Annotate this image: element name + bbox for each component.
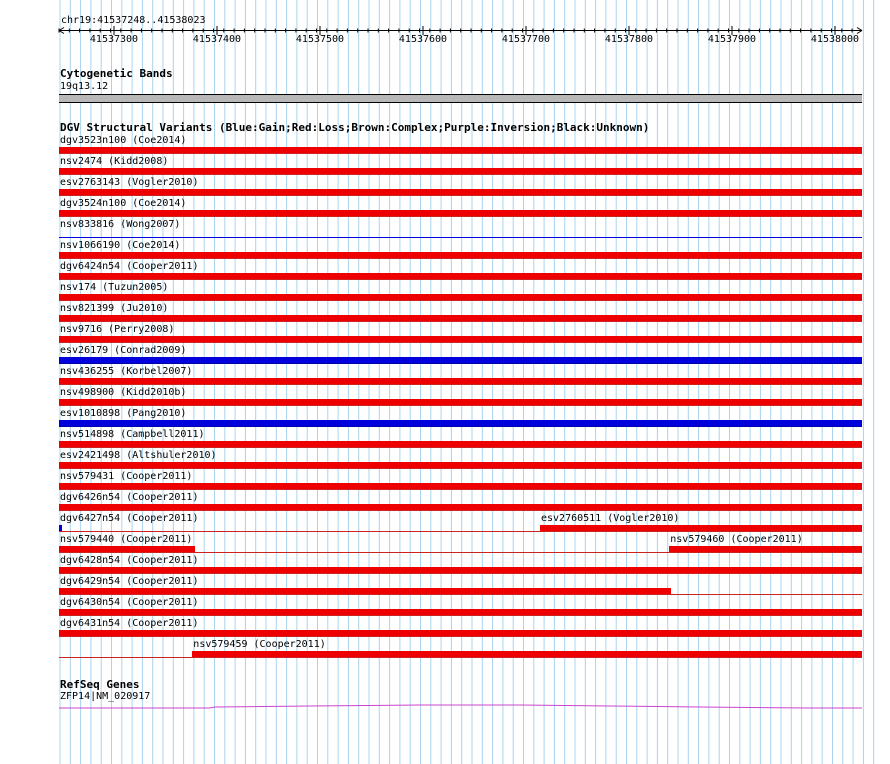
variant-bar[interactable] — [59, 168, 862, 174]
cytoband-label: 19q13.12 — [60, 81, 109, 92]
variant-bar[interactable] — [59, 210, 862, 216]
refseq-track-header[interactable]: RefSeq Genes — [60, 678, 140, 691]
row-separator — [59, 363, 862, 364]
variant-label[interactable]: esv2760511 (Vogler2010) — [540, 513, 680, 524]
variant-bar[interactable] — [192, 651, 862, 657]
variant-label[interactable]: nsv833816 (Wong2007) — [60, 219, 181, 230]
row-separator — [59, 594, 862, 595]
row-separator — [59, 342, 862, 343]
row-separator — [59, 657, 862, 658]
variant-label[interactable]: nsv579440 (Cooper2011) — [60, 534, 193, 545]
ruler-tick-label: 41537500 — [295, 34, 345, 45]
variant-label[interactable]: nsv9716 (Perry2008) — [60, 324, 175, 335]
refseq-gene-line[interactable] — [0, 700, 890, 712]
variant-label[interactable]: esv2763143 (Vogler2010) — [60, 177, 199, 188]
variant-label[interactable]: nsv436255 (Korbel2007) — [60, 366, 193, 377]
variant-bar[interactable] — [59, 525, 62, 531]
row-separator — [59, 384, 862, 385]
row-separator — [59, 447, 862, 448]
variant-label[interactable]: dgv6430n54 (Cooper2011) — [60, 597, 199, 608]
variant-label[interactable]: esv2421498 (Altshuler2010) — [60, 450, 217, 461]
row-separator — [59, 258, 862, 259]
variant-label[interactable]: nsv498900 (Kidd2010b) — [60, 387, 187, 398]
variant-label[interactable]: dgv6428n54 (Cooper2011) — [60, 555, 199, 566]
row-separator — [59, 552, 862, 553]
variant-bar[interactable] — [59, 273, 862, 279]
row-separator — [59, 573, 862, 574]
variant-bar[interactable] — [59, 441, 862, 447]
variant-bar[interactable] — [59, 336, 862, 342]
variant-bar[interactable] — [59, 399, 862, 405]
variant-label[interactable]: dgv6431n54 (Cooper2011) — [60, 618, 199, 629]
ruler-title: chr19:41537248..41538023 — [61, 15, 206, 26]
row-separator — [59, 300, 862, 301]
row-separator — [59, 615, 862, 616]
dgv-track-header[interactable]: DGV Structural Variants (Blue:Gain;Red:Loss;Brown:Complex;Purple:Inversion;Black:Unknown) — [60, 121, 650, 134]
variant-bar[interactable] — [59, 189, 862, 195]
variant-bar[interactable] — [59, 567, 862, 573]
variant-label[interactable]: dgv6426n54 (Cooper2011) — [60, 492, 199, 503]
ruler[interactable] — [0, 0, 890, 60]
ruler-tick-label: 41537300 — [89, 34, 139, 45]
variant-label[interactable]: esv1010898 (Pang2010) — [60, 408, 187, 419]
variant-bar[interactable] — [59, 483, 862, 489]
refseq-gene-label[interactable]: ZFP14|NM_020917 — [60, 691, 151, 702]
variant-bar[interactable] — [59, 315, 862, 321]
variant-label[interactable]: dgv3523n100 (Coe2014) — [60, 135, 187, 146]
variant-bar[interactable] — [59, 546, 195, 552]
cytoband-bar[interactable] — [59, 94, 862, 103]
variant-label[interactable]: dgv6427n54 (Cooper2011) — [60, 513, 199, 524]
variant-label[interactable]: nsv2474 (Kidd2008) — [60, 156, 169, 167]
variant-bar[interactable] — [59, 462, 862, 468]
variant-label[interactable]: dgv3524n100 (Coe2014) — [60, 198, 187, 209]
variant-bar[interactable] — [59, 588, 671, 594]
row-separator — [59, 216, 862, 217]
variant-bar[interactable] — [669, 546, 862, 552]
row-separator — [59, 195, 862, 196]
variant-bar[interactable] — [59, 147, 862, 153]
row-separator — [59, 321, 862, 322]
variant-bar[interactable] — [59, 420, 862, 426]
row-separator — [59, 510, 862, 511]
ruler-tick-label: 41537800 — [604, 34, 654, 45]
variant-bar[interactable] — [59, 630, 862, 636]
variant-bar[interactable] — [59, 357, 862, 363]
variant-label[interactable]: nsv579459 (Cooper2011) — [193, 639, 326, 650]
row-separator — [59, 531, 862, 532]
variant-bar[interactable] — [59, 294, 862, 300]
cytoband-track-header[interactable]: Cytogenetic Bands — [60, 67, 173, 80]
variant-label[interactable]: dgv6424n54 (Cooper2011) — [60, 261, 199, 272]
ruler-tick-label: 41538000 — [810, 34, 860, 45]
ruler-tick-label: 41537600 — [398, 34, 448, 45]
row-separator — [59, 636, 862, 637]
variant-bar[interactable] — [59, 609, 862, 615]
row-separator — [59, 468, 862, 469]
row-separator — [59, 279, 862, 280]
variant-label[interactable]: nsv174 (Tuzun2005) — [60, 282, 169, 293]
variant-label[interactable]: nsv821399 (Ju2010) — [60, 303, 169, 314]
ruler-tick-label: 41537700 — [501, 34, 551, 45]
ruler-tick-label: 41537400 — [192, 34, 242, 45]
variant-label[interactable]: dgv6429n54 (Cooper2011) — [60, 576, 199, 587]
ruler-tick-label: 41537900 — [707, 34, 757, 45]
variant-label[interactable]: nsv514898 (Campbell2011) — [60, 429, 205, 440]
row-separator — [59, 405, 862, 406]
row-separator — [59, 174, 862, 175]
variant-bar[interactable] — [540, 525, 862, 531]
variant-label[interactable]: nsv1066190 (Coe2014) — [60, 240, 181, 251]
variant-label[interactable]: nsv579460 (Cooper2011) — [670, 534, 803, 545]
row-separator — [59, 489, 862, 490]
variant-bar[interactable] — [59, 237, 862, 238]
variant-bar[interactable] — [59, 252, 862, 258]
row-separator — [59, 426, 862, 427]
variant-label[interactable]: esv26179 (Conrad2009) — [60, 345, 187, 356]
variant-bar[interactable] — [59, 378, 862, 384]
variant-label[interactable]: nsv579431 (Cooper2011) — [60, 471, 193, 482]
row-separator — [59, 153, 862, 154]
gene-intron-line — [59, 705, 862, 708]
variant-bar[interactable] — [59, 504, 862, 510]
